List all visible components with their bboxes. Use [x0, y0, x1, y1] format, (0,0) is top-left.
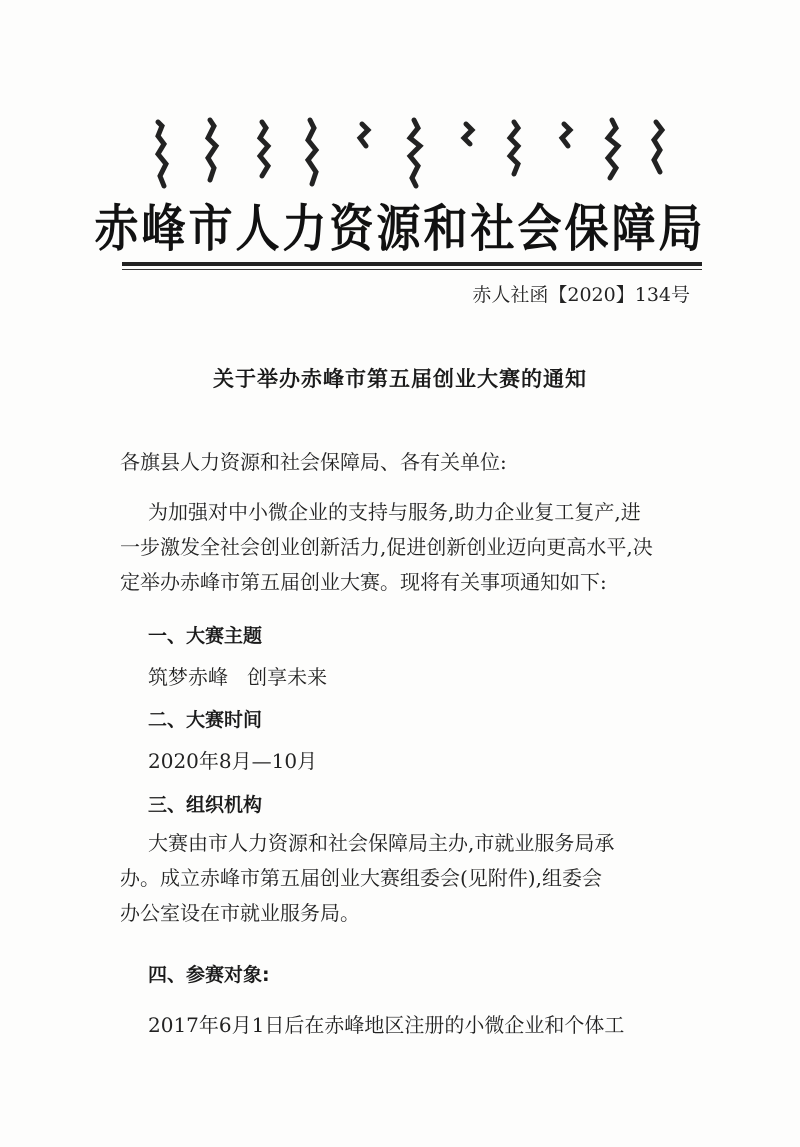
organization-line: 办公室设在市就业服务局。 [120, 901, 360, 925]
header-rule-thin [122, 269, 702, 270]
section-heading-theme: 一、大赛主题 [148, 625, 263, 647]
intro-line: 一步激发全社会创业创新活力,促进创新创业迈向更高水平,决 [120, 535, 653, 559]
document-title: 关于举办赤峰市第五届创业大赛的通知 [213, 367, 587, 391]
section-content-participants: 2017年6月1日后在赤峰地区注册的小微企业和个体工 [148, 1013, 625, 1037]
intro-line: 为加强对中小微企业的支持与服务,助力企业复工复产,进 [148, 500, 641, 524]
section-content-time: 2020年8月—10月 [148, 749, 318, 773]
salutation: 各旗县人力资源和社会保障局、各有关单位: [120, 450, 507, 474]
section-content-theme: 筑梦赤峰 创享未来 [148, 665, 328, 689]
header-rule-thick [122, 262, 702, 266]
mongolian-script-graphic [152, 116, 672, 190]
document-number: 赤人社函【2020】134号 [472, 284, 690, 306]
organization-line: 大赛由市人力资源和社会保障局主办,市就业服务局承 [148, 831, 615, 855]
section-content-organization [120, 826, 710, 931]
organization-line: 办。成立赤峰市第五届创业大赛组委会(见附件),组委会 [120, 866, 602, 890]
intro-line: 定举办赤峰市第五届创业大赛。现将有关事项通知如下: [120, 570, 607, 594]
section-heading-participants: 四、参赛对象: [148, 964, 270, 986]
intro-paragraph [120, 495, 710, 600]
section-heading-time: 二、大赛时间 [148, 709, 263, 731]
agency-name: 赤峰市人力资源和社会保障局 [94, 199, 706, 259]
section-heading-organization: 三、组织机构 [148, 794, 263, 816]
mongolian-script-emblem [152, 116, 672, 190]
